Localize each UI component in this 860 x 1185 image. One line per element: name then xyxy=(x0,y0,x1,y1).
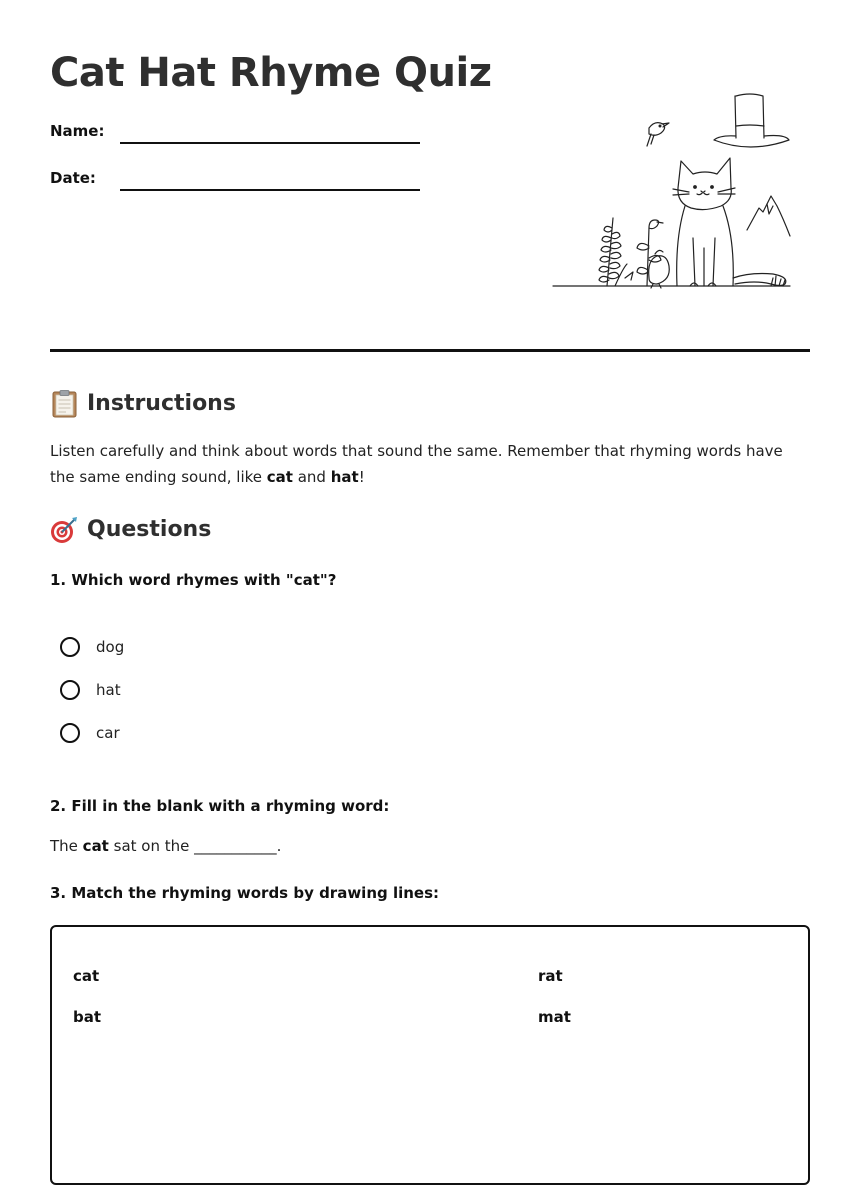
instructions-heading xyxy=(50,389,236,418)
q1-option-dog[interactable] xyxy=(60,637,124,657)
radio-button[interactable] xyxy=(60,637,80,657)
name-label: Name: xyxy=(50,122,105,140)
page-title: Cat Hat Rhyme Quiz xyxy=(50,50,492,96)
date-label: Date: xyxy=(50,169,96,187)
questions-heading xyxy=(50,515,211,544)
example-word-b: hat xyxy=(330,468,359,486)
option-label: hat xyxy=(96,681,121,699)
match-left-word[interactable]: cat xyxy=(73,967,100,985)
match-right-word[interactable]: rat xyxy=(538,967,563,985)
questions-heading-text: Questions xyxy=(87,517,212,542)
radio-button[interactable] xyxy=(60,723,80,743)
question-2: 2. Fill in the blank with a rhyming word: xyxy=(50,797,390,815)
option-label: dog xyxy=(96,638,125,656)
target-dart-icon xyxy=(50,515,79,544)
cat-with-hat-illustration xyxy=(545,88,795,293)
section-divider xyxy=(50,349,810,352)
radio-button[interactable] xyxy=(60,680,80,700)
q1-option-car[interactable] xyxy=(60,723,120,743)
q1-option-hat[interactable] xyxy=(60,680,121,700)
bold-word: cat xyxy=(82,837,109,855)
name-input-line[interactable] xyxy=(120,142,420,144)
clipboard-icon xyxy=(50,389,79,418)
date-input-line[interactable] xyxy=(120,189,420,191)
example-word-a: cat xyxy=(266,468,293,486)
option-label: car xyxy=(96,724,120,742)
fill-in-blank-sentence[interactable]: The cat sat on the ___________. xyxy=(50,837,282,855)
match-left-word[interactable]: bat xyxy=(73,1008,102,1026)
instructions-text: Listen carefully and think about words that sound the same. Remember that rhyming words have the same ending sound, like cat and hat! xyxy=(50,442,783,486)
question-3: 3. Match the rhyming words by drawing lines: xyxy=(50,884,440,902)
instructions-heading-text: Instructions xyxy=(87,391,236,416)
question-1: 1. Which word rhymes with "cat"? xyxy=(50,571,337,589)
match-right-word[interactable]: mat xyxy=(538,1008,571,1026)
matching-box[interactable] xyxy=(50,925,810,1185)
